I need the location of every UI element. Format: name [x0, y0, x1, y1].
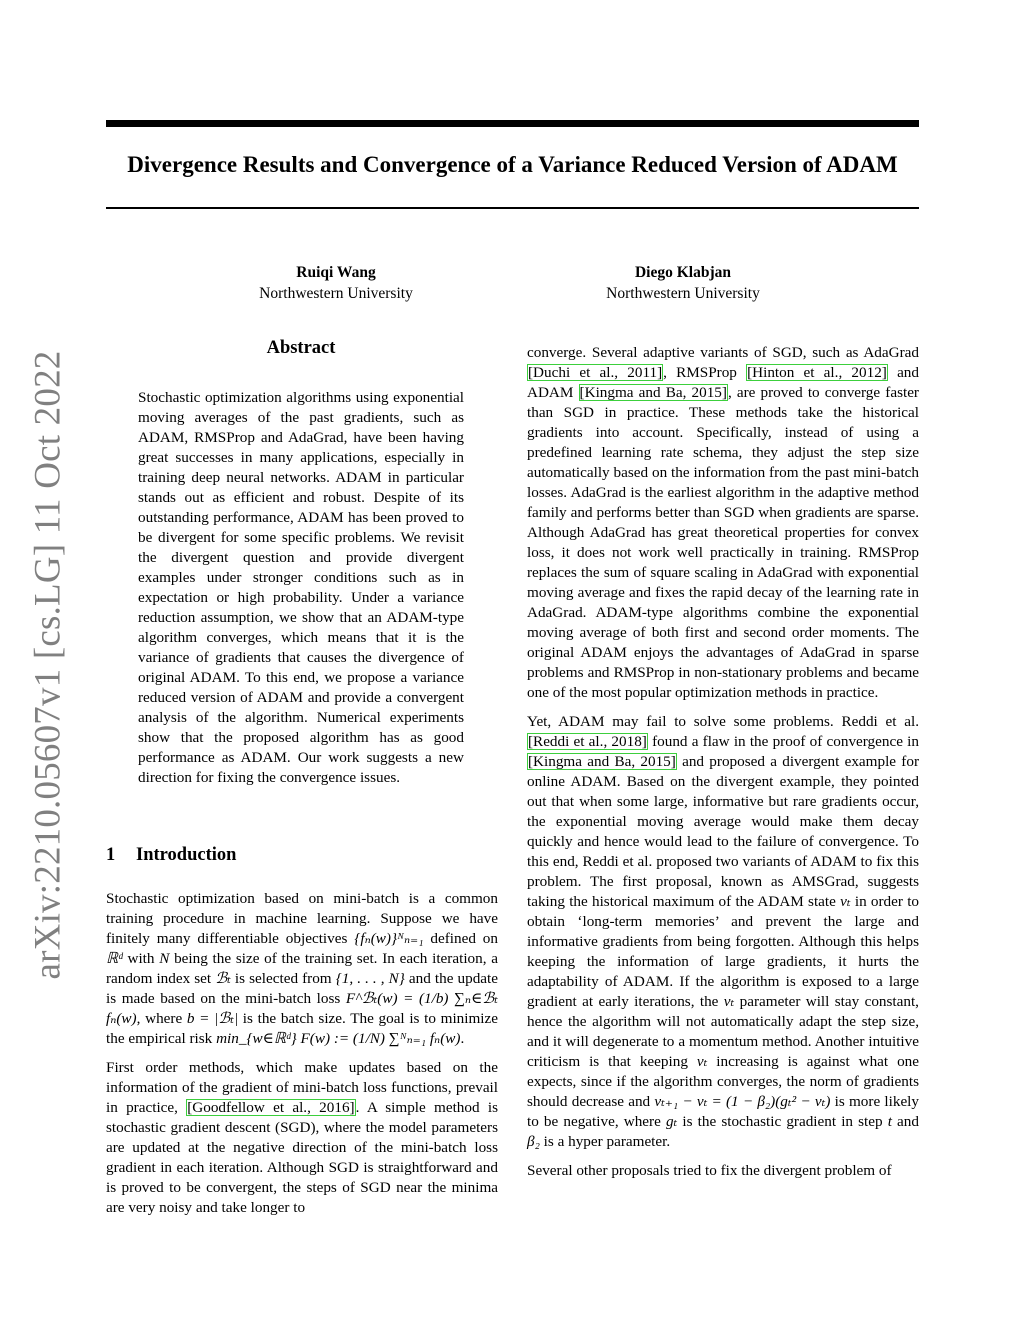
text-run: Stochastic optimization based on mini-batch is a common training procedure in machine learning. Suppose we have finitely many differentiable objectives: [106, 890, 498, 947]
text-run: , are proved to converge faster than SGD in practice. These methods take the historical gradients into account. Specifically, instead of using a predefined learning rate schema, they adjust the step size automatically based on the information from the past mini-batch losses. AdaGrad is the earliest algorithm in the adaptive method family and performs better than SGD when gradients are sparse. Although AdaGrad has great theoretical properties for convex loss, it does not work well practically in training. RMSProp replaces the sum of square scaling in AdaGrad with exponential moving average and fixes the rapid decay of the learning rate in AdaGrad. ADAM-type algorithms combine the exponential moving average of both first and second order moments. The original ADAM enjoys the advantages of AdaGrad in sparse problems and RMSProp in non-stationary problems and became one of the most popular optimization methods in practice.: [527, 384, 919, 701]
math-inline: N: [159, 950, 170, 967]
author-block: [206, 262, 466, 304]
math-inline: b = |ℬₜ|: [186, 1010, 239, 1027]
paper-title: Divergence Results and Convergence of a Variance Reduced Version of ADAM: [127, 152, 898, 177]
paragraph: [527, 343, 919, 703]
math-inline: F^ℬₜ(w) = (1/b) ∑ₙ∈ℬₜ fₙ(w): [106, 990, 498, 1027]
math-inline: vₜ: [840, 893, 851, 910]
text-run: is a hyper parameter.: [539, 1133, 671, 1150]
math-inline: β₂: [527, 1133, 540, 1150]
text-run: parameter will stay constant, hence the algorithm will not automatically adapt the step size, and it will degenerate to a momentum method. Another intuitive criticism is that keeping: [527, 993, 919, 1070]
abstract-text: Stochastic optimization algorithms using exponential moving averages of the past gradients, such as ADAM, RMSProp and AdaGrad, have been having great successes in many applications, especially in training deep neural networks. ADAM in particular stands out as efficient and robust. Despite of its outstanding performance, ADAM has been proved to be divergent for some specific problems. We revisit the divergent question and provide divergent examples under stronger conditions such as in expectation or high probability. Under a variance reduction assumption, we show that an ADAM-type algorithm converges, which means that it is the variance of gradients that causes the divergence of original ADAM. To this end, we propose a variance reduced version of ADAM and provide a convergent analysis of the algorithm. Numerical experiments show that the proposed algorithm has as good performance as ADAM. Our work suggests a new direction for fixing the convergence issues.: [138, 389, 464, 786]
right-column-body: [527, 343, 919, 1190]
arxiv-identifier-stamp: arXiv:2210.05607v1 [cs.LG] 11 Oct 2022: [27, 350, 69, 980]
text-run: found a flaw in the proof of convergence in: [647, 733, 919, 750]
text-run: is the stochastic gradient in step: [677, 1113, 888, 1130]
text-run: .: [460, 1030, 465, 1047]
text-run: and proposed a divergent example for online ADAM. Based on the divergent example, they pointed out that when some large, informative but rare gradients occur, the exponential moving average would make them decay quickly and hence would lead to the failure of convergence. To this end, Reddi et al. proposed two variants of ADAM to fix this problem. The first proposal, known as AMSGrad, suggests taking the historical maximum of the ADAM state: [527, 753, 920, 910]
text-run: increasing is against what one expects, since if the algorithm converges, the norm of gradients should decrease and: [527, 1053, 919, 1110]
text-run: , where: [136, 1010, 187, 1027]
math-inline: {fₙ(w)}ᴺₙ₌₁: [354, 930, 424, 947]
author-affiliation: Northwestern University: [259, 285, 413, 302]
section-title: Introduction: [136, 845, 237, 865]
left-column-body: [106, 889, 498, 1227]
text-run: and the update is made based on the mini-batch loss: [106, 970, 499, 1007]
text-run: Yet, ADAM may fail to solve some problems. Reddi et al.: [527, 713, 919, 730]
text-run: and ADAM: [527, 364, 919, 401]
author-affiliation: Northwestern University: [606, 285, 760, 302]
math-inline: {1, . . . , N}: [335, 970, 405, 987]
text-run: is more likely to be negative, where: [527, 1093, 919, 1130]
citation-link[interactable]: [Kingma and Ba, 2015]: [528, 753, 676, 770]
text-run: in order to obtain ‘long-term memories’ and prevent the large and informative gradients from being forgotten. Although this helps keeping the information of large gradients, it hurts the adaptability of ADAM. If the algorithm is exposed to a large gradient at early iterations, the: [527, 893, 920, 1010]
math-inline: min_{w∈ℝᵈ} F(w) := (1/N) ∑ᴺₙ₌₁ fₙ(w): [216, 1030, 461, 1047]
citation-link[interactable]: [Reddi et al., 2018]: [528, 733, 647, 750]
text-run: and: [891, 1113, 919, 1130]
paragraph: Several other proposals tried to fix the divergent problem of: [527, 1162, 892, 1179]
math-inline: ℝᵈ: [106, 950, 123, 967]
text-run: converge. Several adaptive variants of SGD, such as AdaGrad: [527, 344, 919, 361]
math-inline: ℬₜ: [215, 970, 231, 987]
section-number: 1: [106, 845, 116, 865]
author-name: Ruiqi Wang: [296, 264, 376, 281]
text-run: First order methods, which make updates based on the information of the gradient of mini-batch loss functions, prevail in practice,: [106, 1059, 498, 1116]
author-block: [553, 262, 813, 304]
paragraph: [106, 889, 498, 1049]
paragraph: [106, 1058, 498, 1218]
title-top-rule: [106, 120, 919, 127]
citation-link[interactable]: [Duchi et al., 2011]: [528, 364, 663, 381]
citation-link[interactable]: [Hinton et al., 2012]: [747, 364, 887, 381]
math-inline: t: [887, 1113, 892, 1130]
text-run: being the size of the training set. In each iteration, a random index set: [106, 950, 498, 987]
abstract-heading: Abstract: [266, 338, 336, 358]
paragraph: [527, 712, 919, 1152]
math-inline: vₜ: [723, 993, 735, 1010]
text-run: is the batch size. The goal is to minimize the empirical risk: [106, 1010, 498, 1047]
math-inline: vₜ₊₁ − vₜ = (1 − β₂)(gₜ² − vₜ): [654, 1093, 831, 1110]
text-run: defined on: [423, 930, 498, 947]
author-name: Diego Klabjan: [634, 264, 732, 281]
section-heading: [106, 845, 236, 866]
math-inline: vₜ: [696, 1053, 708, 1070]
text-run: . A simple method is stochastic gradient descent (SGD), where the model parameters are updated at the negative direction of the mini-batch loss gradient in each iteration. Although SGD is straightforward and is proved to be convergent, the steps of SGD near the minima are very noisy and take longer to: [106, 1099, 498, 1216]
math-inline: gₜ: [665, 1113, 678, 1130]
text-run: , RMSProp: [663, 364, 747, 381]
text-run: with: [122, 950, 160, 967]
citation-link[interactable]: [Goodfellow et al., 2016]: [187, 1099, 355, 1116]
citation-link[interactable]: [Kingma and Ba, 2015]: [579, 384, 727, 401]
text-run: is selected from: [230, 970, 336, 987]
title-bottom-rule: [106, 207, 919, 209]
